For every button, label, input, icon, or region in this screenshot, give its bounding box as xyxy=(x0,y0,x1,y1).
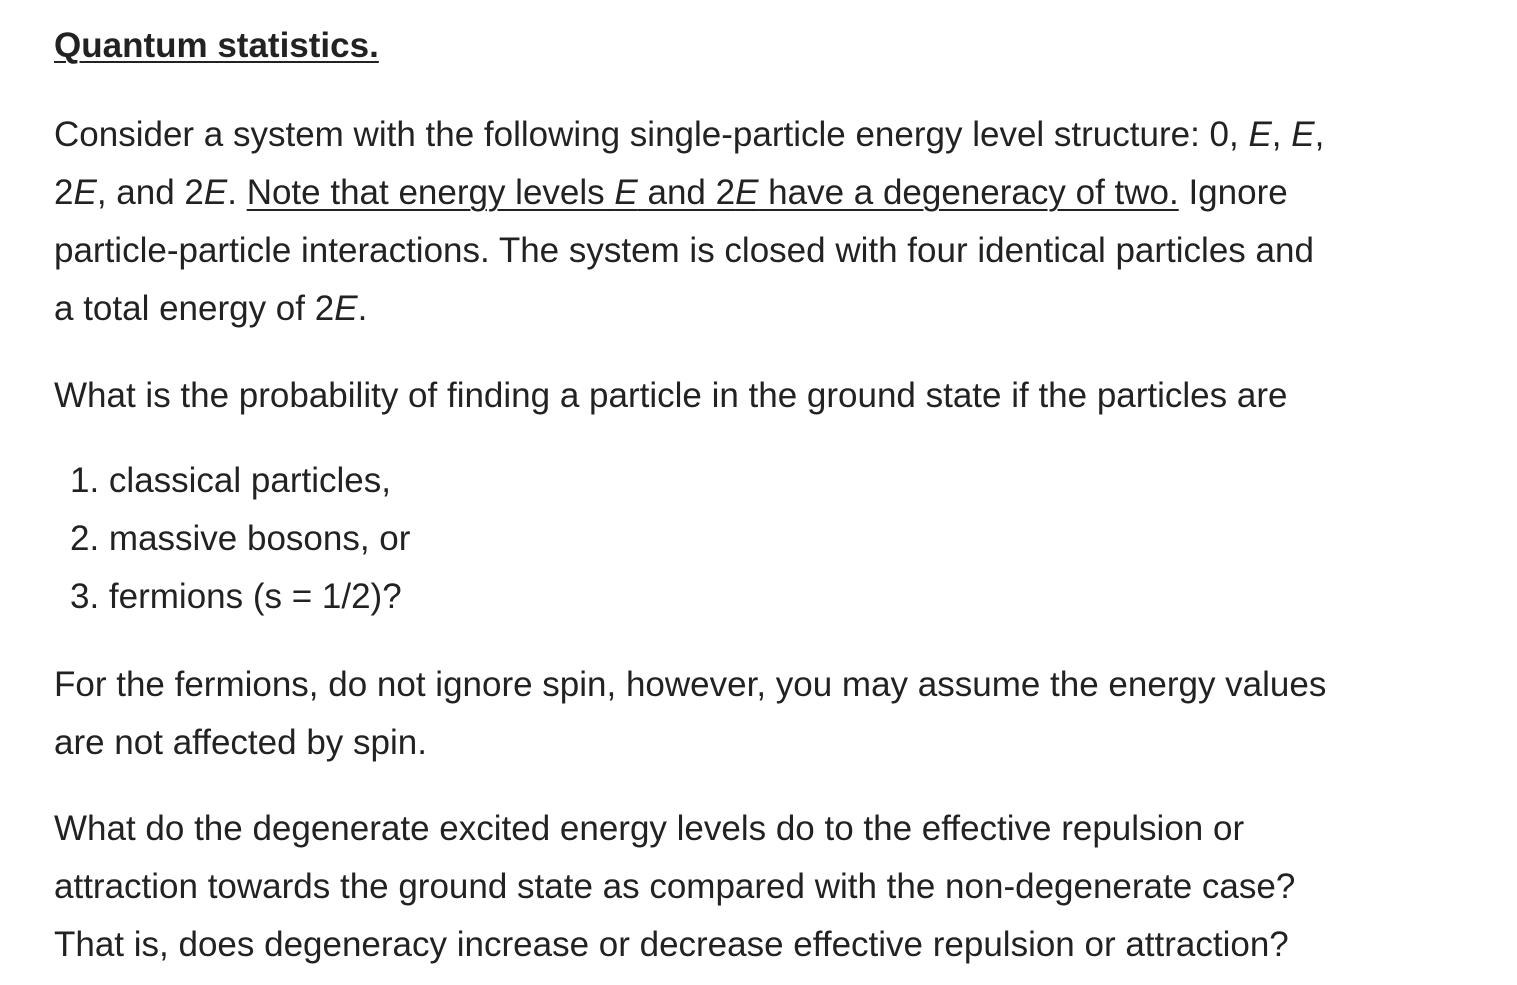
degeneracy-question-paragraph: What do the degenerate excited energy levels do to the effective repulsion or attraction towards the ground state as compared with the non-degenerate case? That is, does degeneracy increase or decrease effective repulsion or attraction? xyxy=(54,809,1296,964)
problem-paragraph xyxy=(54,106,1474,338)
fermion-note-paragraph: For the fermions, do not ignore spin, however, you may assume the energy values are not affected by spin. xyxy=(54,665,1327,762)
problem-line-3: particle-particle interactions. The system is closed with four identical particles and xyxy=(54,231,1314,270)
list-item: 3. fermions (s = 1/2)? xyxy=(70,577,402,616)
list-item: 2. massive bosons, or xyxy=(70,519,411,558)
list-item: 1. classical particles, xyxy=(70,461,391,500)
problem-line-4: a total energy of 2E. xyxy=(54,289,368,328)
problem-line-1: Consider a system with the following single-particle energy level structure: 0, E, E, xyxy=(54,115,1325,154)
problem-line-2: 2E, and 2E. Note that energy levels E and 2E have a degeneracy of two. Ignore xyxy=(54,173,1288,212)
degeneracy-note: Note that energy levels E and 2E have a degeneracy of two. xyxy=(246,173,1179,212)
question-paragraph: What is the probability of finding a particle in the ground state if the particles are xyxy=(54,376,1288,415)
particle-type-list xyxy=(70,452,410,626)
page-title: Quantum statistics. xyxy=(54,26,379,65)
